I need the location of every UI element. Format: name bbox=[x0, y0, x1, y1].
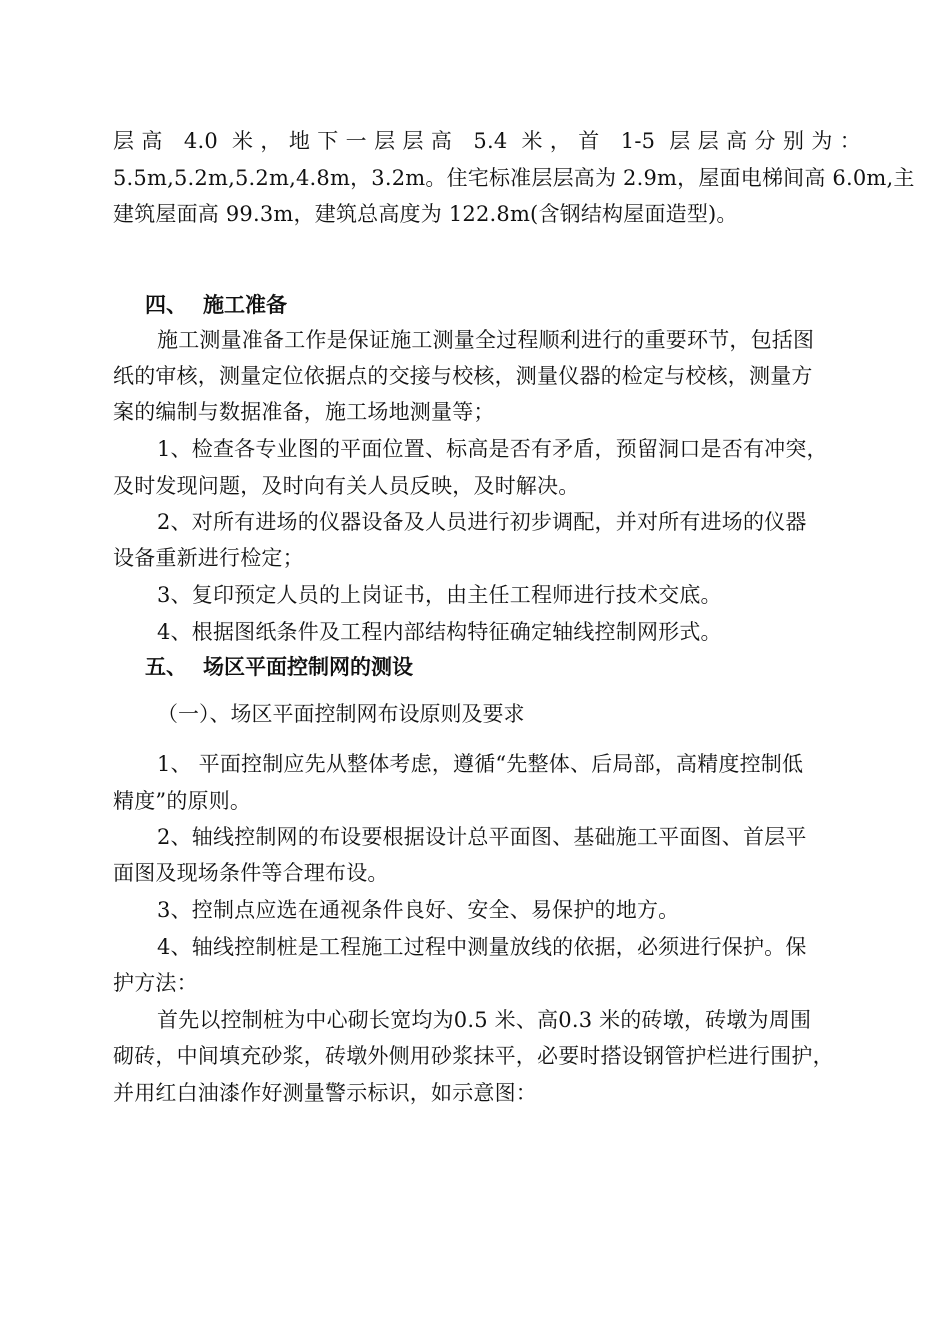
section-5-paragraph-line: 并用红白油漆作好测量警示标识，如示意图： bbox=[113, 1081, 537, 1105]
section-4-paragraph-line: 纸的审核，测量定位依据点的交接与校核，测量仪器的检定与校核，测量方 bbox=[113, 364, 813, 388]
section-5-item-4-line: 护方法： bbox=[113, 971, 198, 995]
section-5-title: 场区平面控制网的测设 bbox=[203, 655, 413, 679]
section-4-title: 施工准备 bbox=[203, 293, 287, 317]
section-4-item-1-line: 1、检查各专业图的平面位置、标高是否有矛盾，预留洞口是否有冲突， bbox=[157, 437, 828, 461]
section-4-item-4: 4、根据图纸条件及工程内部结构特征确定轴线控制网形式。 bbox=[157, 620, 722, 644]
section-5-heading bbox=[145, 652, 413, 682]
section-4-item-2-line: 2、对所有进场的仪器设备及人员进行初步调配，并对所有进场的仪器 bbox=[157, 510, 807, 534]
section-4-number: 四、 bbox=[145, 293, 187, 317]
section-5-item-2-line: 面图及现场条件等合理布设。 bbox=[113, 861, 389, 885]
section-5-item-2-line: 2、轴线控制网的布设要根据设计总平面图、基础施工平面图、首层平 bbox=[157, 825, 807, 849]
section-4-paragraph-line: 施工测量准备工作是保证施工测量全过程顺利进行的重要环节，包括图 bbox=[157, 328, 815, 352]
section-4-paragraph-line: 案的编制与数据准备，施工场地测量等； bbox=[113, 400, 495, 424]
section-5-subheading: （一）、场区平面控制网布设原则及要求 bbox=[157, 702, 525, 726]
section-4-heading bbox=[145, 290, 287, 320]
section-5-item-3: 3、控制点应选在通视条件良好、安全、易保护的地方。 bbox=[157, 898, 680, 922]
section-5-item-4-line: 4、轴线控制桩是工程施工过程中测量放线的依据，必须进行保护。保 bbox=[157, 935, 807, 959]
section-5-item-1-line: 精度”的原则。 bbox=[113, 789, 252, 813]
section-4-item-2-line: 设备重新进行检定； bbox=[113, 546, 304, 570]
intro-line-2: 5.5m,5.2m,5.2m,4.8m，3.2m。住宅标准层层高为 2.9m，屋面电梯间高 6.0m,主 bbox=[113, 166, 915, 190]
section-4-item-1-line: 及时发现问题，及时向有关人员反映，及时解决。 bbox=[113, 474, 580, 498]
section-5-paragraph-line: 首先以控制桩为中心砌长宽均为0.5 米、高0.3 米的砖墩，砖墩为周围 bbox=[157, 1008, 812, 1032]
section-5-number: 五、 bbox=[145, 655, 187, 679]
intro-line-3: 建筑屋面高 99.3m，建筑总高度为 122.8m(含钢结构屋面造型)。 bbox=[113, 202, 738, 226]
section-5-paragraph-line: 砌砖，中间填充砂浆，砖墩外侧用砂浆抹平，必要时搭设钢管护栏进行围护， bbox=[113, 1044, 834, 1068]
section-4-item-3: 3、复印预定人员的上岗证书，由主任工程师进行技术交底。 bbox=[157, 583, 722, 607]
intro-line-1: 层高 4.0 米，地下一层层高 5.4 米，首 1-5 层层高分别为： bbox=[113, 129, 861, 153]
section-5-item-1-line: 1、 平面控制应先从整体考虑，遵循“先整体、后局部，高精度控制低 bbox=[157, 752, 804, 776]
